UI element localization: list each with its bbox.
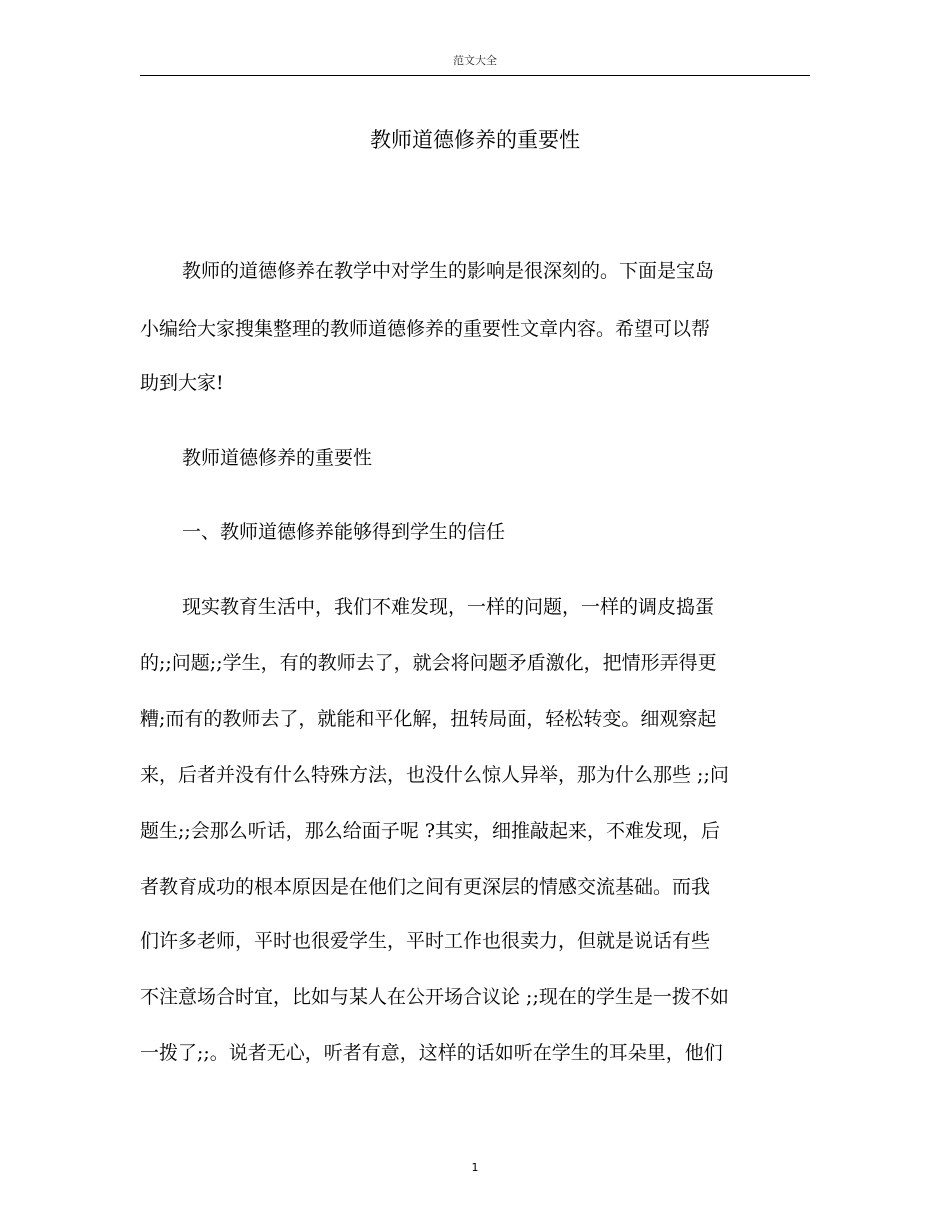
paragraph-line: 小编给大家搜集整理的教师道德修养的重要性文章内容。希望可以帮 bbox=[140, 318, 711, 340]
paragraph-line: 来，后者并没有什么特殊方法，也没什么惊人异举，那为什么那些 ;;问 bbox=[140, 764, 729, 786]
paragraph-line: 糟;而有的教师去了，就能和平化解，扭转局面，轻松转变。细观察起 bbox=[140, 708, 717, 730]
paragraph-line: 题生;;会那么听话，那么给面子呢 ?其实，细推敲起来，不难发现，后 bbox=[140, 820, 721, 842]
paragraph-line: 一拨了;;。说者无心，听者有意，这样的话如听在学生的耳朵里，他们 bbox=[140, 1042, 723, 1064]
section-heading: 教师道德修养的重要性 bbox=[182, 447, 373, 469]
paragraph-line: 者教育成功的根本原因是在他们之间有更深层的情感交流基础。而我 bbox=[140, 876, 711, 898]
document-title: 教师道德修养的重要性 bbox=[370, 128, 580, 152]
page-number: 1 bbox=[471, 1161, 479, 1174]
running-header: 范文大全 bbox=[453, 54, 497, 67]
header-rule bbox=[140, 75, 810, 76]
paragraph-line: 助到大家! bbox=[140, 372, 224, 394]
paragraph-line: 的;;问题;;学生，有的教师去了，就会将问题矛盾激化，把情形弄得更 bbox=[140, 652, 717, 674]
paragraph-line: 教师的道德修养在教学中对学生的影响是很深刻的。下面是宝岛 bbox=[182, 260, 715, 282]
paragraph-line: 现实教育生活中，我们不难发现，一样的问题，一样的调皮捣蛋 bbox=[182, 596, 715, 618]
subsection-heading: 一、教师道德修养能够得到学生的信任 bbox=[182, 521, 506, 543]
paragraph-line: 不注意场合时宜，比如与某人在公开场合议论 ;;现在的学生是一拨不如 bbox=[140, 986, 729, 1008]
paragraph-line: 们许多老师，平时也很爱学生，平时工作也很卖力，但就是说话有些 bbox=[140, 930, 711, 952]
